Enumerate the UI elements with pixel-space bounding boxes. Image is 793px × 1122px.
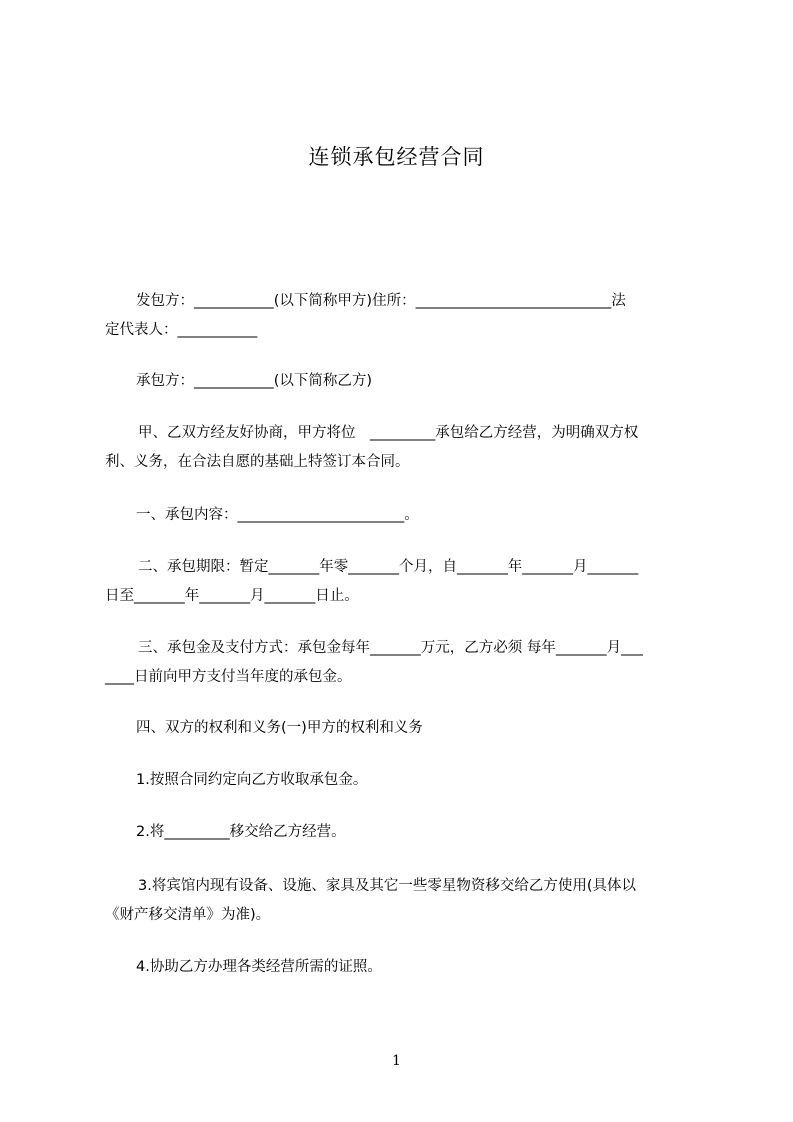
item-4-line: 4.协助乙方办理各类经营所需的证照。 <box>136 959 382 975</box>
page-number: 1 <box>392 1053 401 1069</box>
intro-line-1: 甲、乙双方经友好协商，甲方将位 _________承包给乙方经营，为明确双方权 <box>138 425 639 441</box>
parties-paragraph <box>105 287 705 345</box>
intro-paragraph <box>105 419 705 477</box>
item-3-line-2: 《财产移交清单》为准)。 <box>105 907 271 923</box>
clause-4-heading <box>105 714 705 743</box>
parties-line-1: 发包方：___________(以下简称甲方)住所：___________________________法 <box>136 293 626 309</box>
item-3-line-1: 3.将宾馆内现有设备、设施、家具及其它一些零星物资移交给乙方使用(具体以 <box>138 878 636 894</box>
document-title: 连锁承包经营合同 <box>308 145 485 169</box>
item-1-line: 1.按照合同约定向乙方收取承包金。 <box>136 772 368 788</box>
item-2-paragraph <box>105 818 705 847</box>
clause-3-paragraph <box>105 634 705 692</box>
item-2-line: 2.将_________移交给乙方经营。 <box>136 824 346 840</box>
clause-4-line: 四、双方的权利和义务(一)甲方的权利和义务 <box>136 720 423 736</box>
item-4-paragraph <box>105 953 705 982</box>
contractor-line: 承包方：___________(以下简称乙方) <box>136 373 373 389</box>
clause-2-line-1: 二、承包期限：暂定_______年零_______个月，自_______年_______月_______ <box>138 559 639 575</box>
contractor-paragraph <box>105 367 705 396</box>
clause-3-line-2: ____日前向甲方支付当年度的承包金。 <box>105 669 352 685</box>
clause-1-line: 一、承包内容：_______________________。 <box>136 507 419 523</box>
item-3-paragraph <box>105 872 705 930</box>
intro-line-2: 利、义务，在合法自愿的基础上特签订本合同。 <box>105 454 410 470</box>
clause-2-paragraph <box>105 553 705 611</box>
clause-1-paragraph <box>105 501 705 530</box>
parties-line-2: 定代表人：___________ <box>105 322 258 338</box>
item-1-paragraph <box>105 766 705 795</box>
clause-3-line-1: 三、承包金及支付方式：承包金每年_______万元，乙方必须 每年_______月___ <box>138 640 643 656</box>
clause-2-line-2: 日至_______年_______月_______日止。 <box>105 588 359 604</box>
